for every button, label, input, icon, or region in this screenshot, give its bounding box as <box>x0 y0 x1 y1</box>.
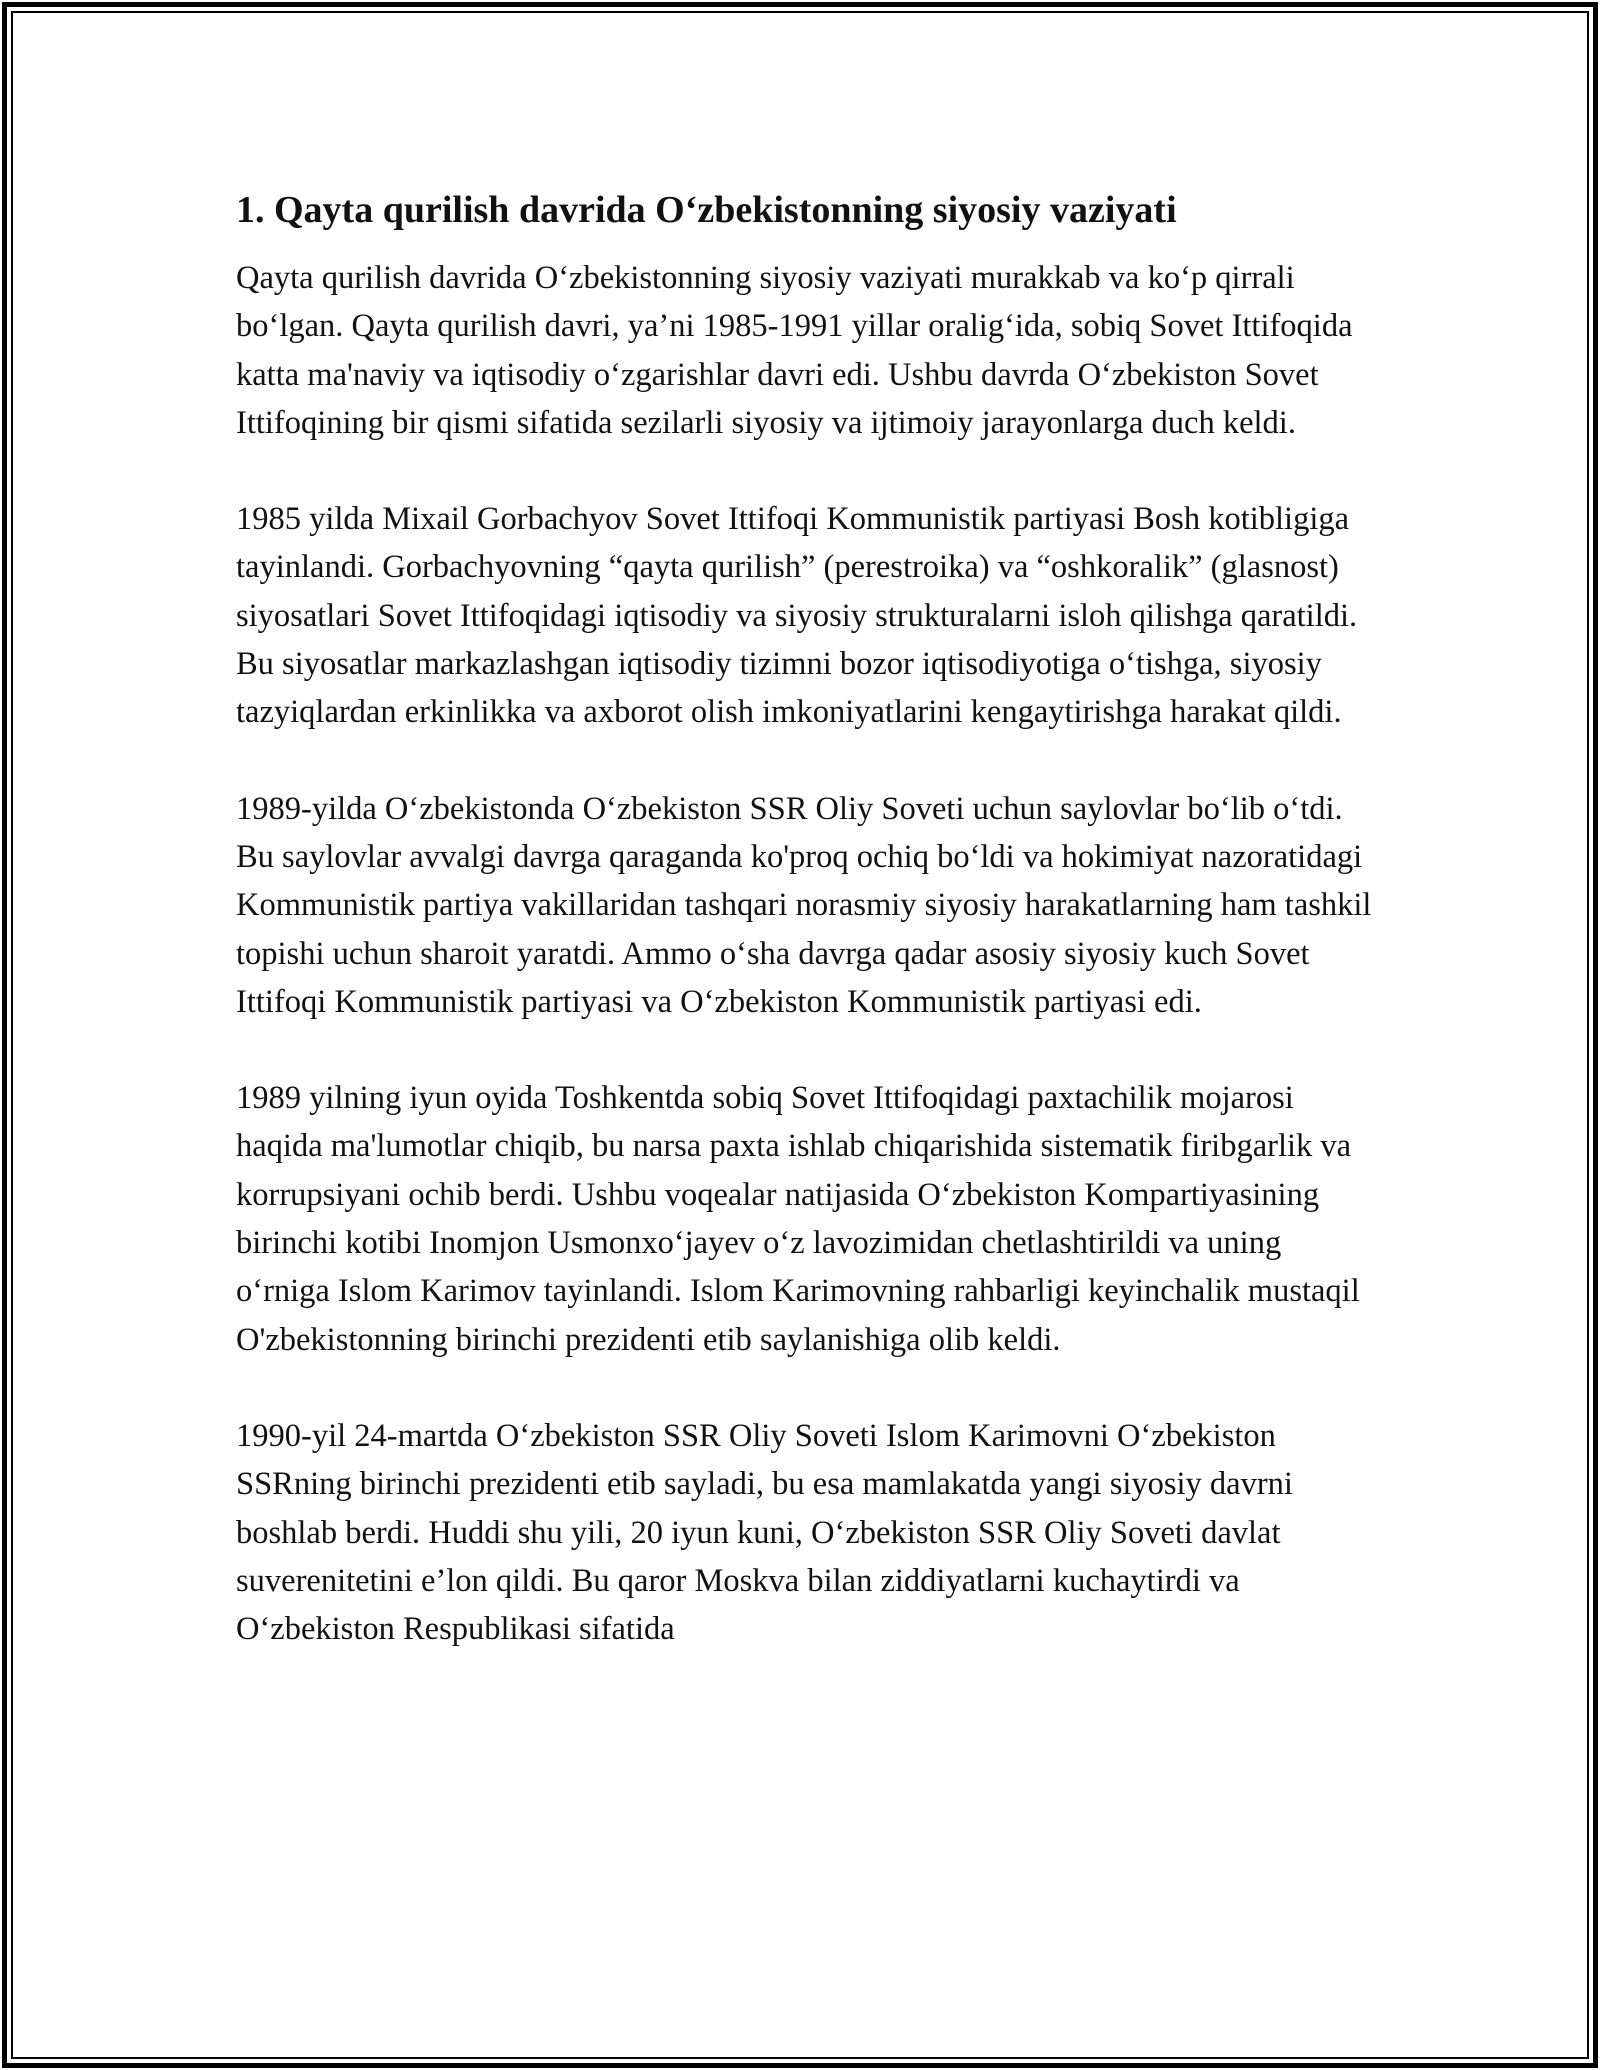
paragraph-1: Qayta qurilish davrida O‘zbekistonning siyosiy vaziyati murakkab va ko‘p qirrali bo‘lgan. Qayta qurilish davri, ya’ni 1985-1991 yillar oralig‘ida, sobiq Sovet Ittifoqida katta ma'naviy va iqtisodiy o‘zgarishlar davri edi. Ushbu davrda O‘zbekiston Sovet Ittifoqining bir qismi sifatida sezilarli siyosiy va ijtimoiy jarayonlarga duch keldi. <box>236 260 1353 441</box>
section-heading: 1. Qayta qurilish davrida O‘zbekistonning siyosiy vaziyati <box>236 189 1177 231</box>
paragraph-5: 1990-yil 24-martda O‘zbekiston SSR Oliy Soveti Islom Karimovni O‘zbekiston SSRning birinchi prezidenti etib sayladi, bu esa mamlakatda yangi siyosiy davrni boshlab berdi. Huddi shu yili, 20 iyun kuni, O‘zbekiston SSR Oliy Soveti davlat suverenitetini e’lon qildi. Bu qaror Moskva bilan ziddiyatlarni kuchaytirdi va O‘zbekiston Respublikasi sifatida <box>236 1417 1293 1648</box>
paragraph-4: 1989 yilning iyun oyida Toshkentda sobiq Sovet Ittifoqidagi paxtachilik mojarosi haqida ma'lumotlar chiqib, bu narsa paxta ishlab chiqarishida sistematik firibgarlik va korrupsiyani ochib berdi. Ushbu voqealar natijasida O‘zbekiston Kompartiyasining birinchi kotibi Inomjon Usmonxo‘jayev o‘z lavozimidan chetlashtirildi va uning o‘rniga Islom Karimov tayinlandi. Islom Karimovning rahbarligi keyinchalik mustaqil O'zbekistonning birinchi prezidenti etib saylanishiga olib keldi. <box>236 1080 1360 1358</box>
paragraph-2: 1985 yilda Mixail Gorbachyov Sovet Ittifoqi Kommunistik partiyasi Bosh kotibligiga tayinlandi. Gorbachyovning “qayta qurilish” (perestroika) va “oshkoralik” (glasnost) siyosatlari Sovet Ittifoqidagi iqtisodiy va siyosiy strukturalarni isloh qilishga qaratildi. Bu siyosatlar markazlashgan iqtisodiy tizimni bozor iqtisodiyotiga o‘tishga, siyosiy tazyiqlardan erkinlikka va axborot olish imkoniyatlarini kengaytirishga harakat qildi. <box>236 501 1358 731</box>
document-body <box>236 186 1376 1701</box>
paragraph-3: 1989-yilda O‘zbekistonda O‘zbekiston SSR Oliy Soveti uchun saylovlar bo‘lib o‘tdi. Bu saylovlar avvalgi davrga qaraganda ko'proq ochiq bo‘ldi va hokimiyat nazoratidagi Kommunistik partiya vakillaridan tashqari norasmiy siyosiy harakatlarning ham tashkil topishi uchun sharoit yaratdi. Ammo o‘sha davrga qadar asosiy siyosiy kuch Sovet Ittifoqi Kommunistik partiyasi va O‘zbekiston Kommunistik partiyasi edi. <box>236 790 1372 1020</box>
